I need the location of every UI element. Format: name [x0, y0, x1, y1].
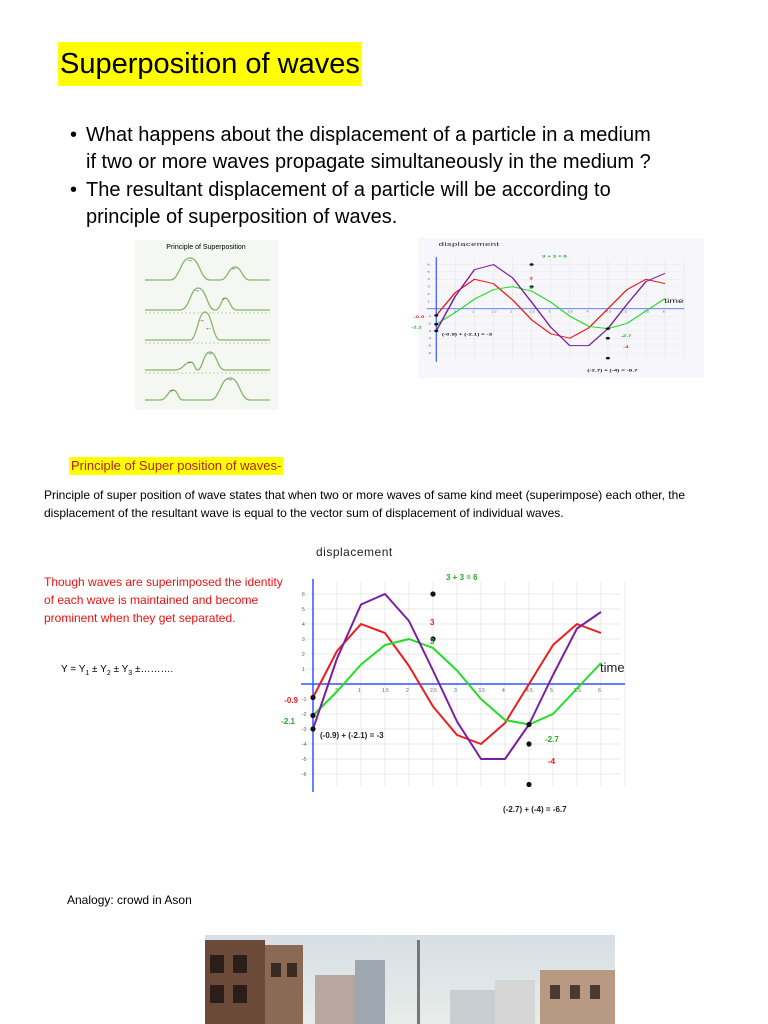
data-point	[526, 722, 531, 727]
y-tick-label: -5	[302, 757, 307, 763]
svg-text:→: →	[193, 287, 200, 294]
x-tick-label: 4.5	[605, 310, 612, 314]
y-tick-label: -1	[427, 314, 432, 318]
x-tick-label: 3	[454, 688, 457, 694]
y-tick-label: -4	[427, 336, 432, 340]
y-tick-label: -5	[427, 344, 432, 348]
svg-text:←: ←	[205, 325, 212, 332]
y-tick-label: 5	[427, 270, 430, 274]
x-tick-label: 6	[598, 688, 601, 694]
x-tick-label: .5	[452, 310, 457, 314]
svg-text:←: ←	[169, 387, 176, 394]
x-tick-label: 6	[662, 310, 665, 314]
y-tick-label: 3	[427, 285, 430, 289]
svg-text:→: →	[206, 350, 213, 357]
x-tick-label: 1.5	[491, 310, 497, 314]
y-tick-label: -3	[302, 727, 307, 733]
data-point	[430, 591, 435, 596]
y-tick-label: 6	[427, 263, 430, 267]
y-tick-label: -6	[427, 351, 432, 355]
annotation: -4	[548, 757, 556, 766]
x-axis-label: time	[664, 296, 684, 305]
y-tick-label: 4	[427, 278, 430, 281]
y-tick-label: 5	[302, 607, 305, 613]
y-tick-label: -3	[427, 329, 432, 333]
x-tick-label: .5	[334, 688, 339, 694]
superposition-formula: $Y = Y_1 \pm Y_2 \pm Y_3$ ±……….	[61, 664, 174, 677]
y-tick-label: -6	[302, 772, 307, 778]
bullet-line: if two or more waves propagate simultaneously in the medium ?	[86, 151, 651, 173]
x-tick-label: 2	[406, 688, 409, 694]
x-axis-label: time	[600, 660, 625, 675]
annotation: (-0.9) + (-2.1) = -3	[320, 731, 384, 740]
x-tick-label: 2	[510, 310, 513, 314]
principle-paragraph: Principle of super position of wave states that when two or more waves of same kind meet (superimpose) each other, the displacement of the resultant wave is equal to the vector sum of displacement of individual waves.	[44, 488, 685, 520]
bullet-line: principle of superposition of waves.	[86, 206, 398, 228]
x-tick-label: 2.5	[430, 688, 437, 694]
svg-text:←: ←	[221, 295, 228, 302]
x-tick-label: 5.5	[574, 688, 581, 694]
annotation: (-2.7) + (-4) = -6.7	[587, 368, 638, 374]
small-diagram-title: Principle of Superposition	[166, 244, 246, 251]
svg-text:→: →	[198, 317, 205, 324]
x-tick-label: 5	[624, 310, 627, 314]
x-tick-label: 5.5	[643, 310, 650, 314]
annotation: -2.1	[411, 325, 422, 330]
y-tick-label: -2	[302, 712, 307, 718]
x-tick-label: 3.5	[478, 688, 485, 694]
x-tick-label: 1	[472, 310, 475, 314]
data-point	[310, 695, 315, 700]
y-axis-label: displacement	[438, 240, 500, 248]
svg-text:→: →	[226, 376, 233, 383]
svg-text:←: ←	[187, 359, 194, 366]
y-tick-label: -2	[427, 322, 432, 326]
identity-note: Though waves are superimposed the identity of each wave is maintained and become prominent when they get separated.	[44, 575, 283, 625]
annotation: -4	[622, 345, 629, 350]
data-point	[310, 713, 315, 718]
x-tick-label: 1.5	[382, 688, 389, 694]
svg-text:→: →	[186, 257, 193, 264]
y-tick-label: -4	[302, 742, 307, 748]
page-title: Superposition of waves	[58, 42, 362, 86]
y-tick-label: 1	[302, 667, 305, 673]
y-tick-label: 2	[302, 652, 305, 658]
x-tick-label: 4	[502, 688, 505, 694]
principle-heading: Principle of Super position of waves-	[71, 458, 282, 473]
analogy-caption: Analogy: crowd in Ason	[67, 893, 192, 907]
bullet-line: What happens about the displacement of a particle in a medium	[86, 124, 651, 146]
bullet-dot: •	[70, 124, 78, 146]
annotation: 3	[430, 618, 435, 627]
annotation: -0.9	[413, 315, 425, 320]
annotation: -2.7	[545, 735, 559, 744]
annotation: 3	[430, 637, 435, 646]
annotation: 3	[529, 286, 533, 291]
y-tick-label: 1	[427, 300, 430, 304]
x-tick-label: 4	[586, 310, 589, 314]
annotation: -2.1	[281, 717, 295, 726]
data-point	[526, 741, 531, 746]
y-tick-label: 4	[302, 622, 305, 628]
bullet-line: The resultant displacement of a particle will be according to	[86, 179, 611, 201]
annotation: 3 + 3 = 6	[541, 254, 567, 260]
svg-text:←: ←	[231, 265, 238, 272]
annotation: -2.7	[620, 334, 632, 339]
y-axis-label: displacement	[316, 545, 393, 559]
x-tick-label: 1	[358, 688, 361, 694]
bullet-dot: •	[70, 179, 78, 201]
y-tick-label: 2	[427, 292, 430, 296]
x-tick-label: 4.5	[526, 688, 533, 694]
y-tick-label: 6	[302, 592, 305, 598]
x-tick-label: 3	[548, 310, 551, 314]
data-point	[310, 726, 315, 731]
y-tick-label: -1	[302, 697, 307, 703]
y-tick-label: 3	[302, 637, 305, 643]
x-tick-label: 3.5	[567, 310, 573, 314]
ason-street-photo	[205, 935, 615, 1024]
x-tick-label: 5	[550, 688, 553, 694]
x-tick-label: 2.5	[529, 310, 535, 314]
data-point	[526, 782, 531, 787]
annotation: 3	[529, 276, 533, 282]
annotation: (-0.9) + (-2.1) = -3	[441, 332, 493, 337]
annotation: 3 + 3 = 6	[446, 573, 478, 582]
annotation: -0.9	[284, 696, 298, 705]
annotation: (-2.7) + (-4) = -6.7	[503, 805, 567, 814]
